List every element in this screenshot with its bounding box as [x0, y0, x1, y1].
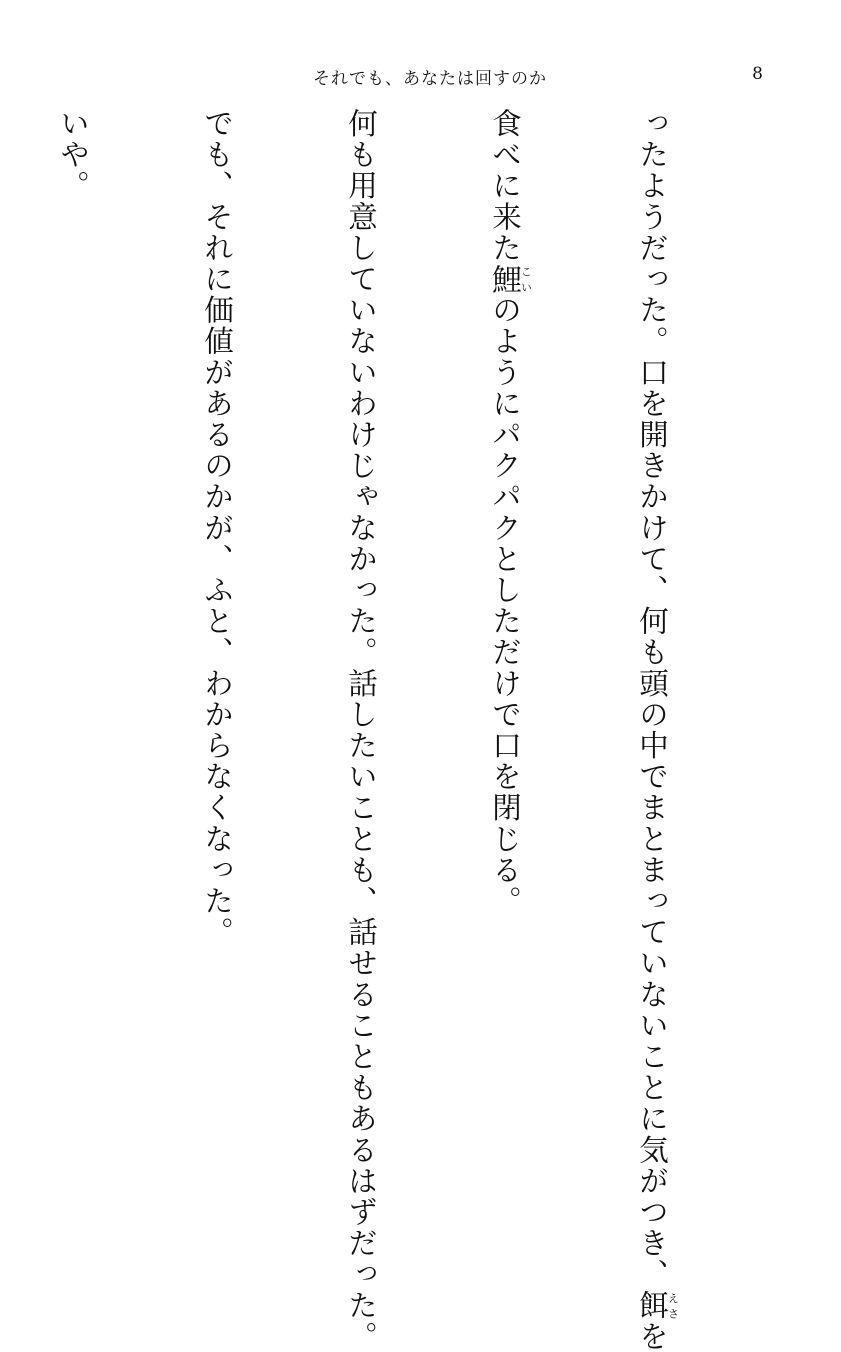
text-segment: のようにパクパクとしただけで口を閉じる。 [488, 294, 522, 917]
text-line: 何も用意していないわけじゃなかった。話したいことも、話せることもあるはずだった。 [344, 108, 378, 1352]
ruby-base: 鯉 [488, 263, 522, 295]
ruby-base: 餌 [635, 1289, 669, 1321]
body-text [55, 108, 775, 1352]
ruby-reading: えさ [666, 1289, 680, 1321]
text-segment: 食べに来た [488, 108, 522, 264]
ruby-reading: こい [519, 263, 533, 295]
page-header [0, 60, 841, 92]
ruby-word [635, 1289, 680, 1321]
ruby-word [488, 263, 533, 295]
page-number: 8 [752, 64, 763, 84]
running-title: それでも、あなたは回すのか [313, 69, 547, 89]
text-segment: ったようだった。口を開きかけて、何も頭の中でまとまっていないことに気がつき、 [635, 108, 669, 1290]
text-segment: を [635, 1320, 669, 1352]
text-line [481, 108, 532, 1168]
text-line: いや。 [56, 108, 90, 202]
text-line: でも、それに価値があるのかが、ふと、わからなくなった。 [200, 108, 234, 948]
text-line [628, 108, 680, 1352]
